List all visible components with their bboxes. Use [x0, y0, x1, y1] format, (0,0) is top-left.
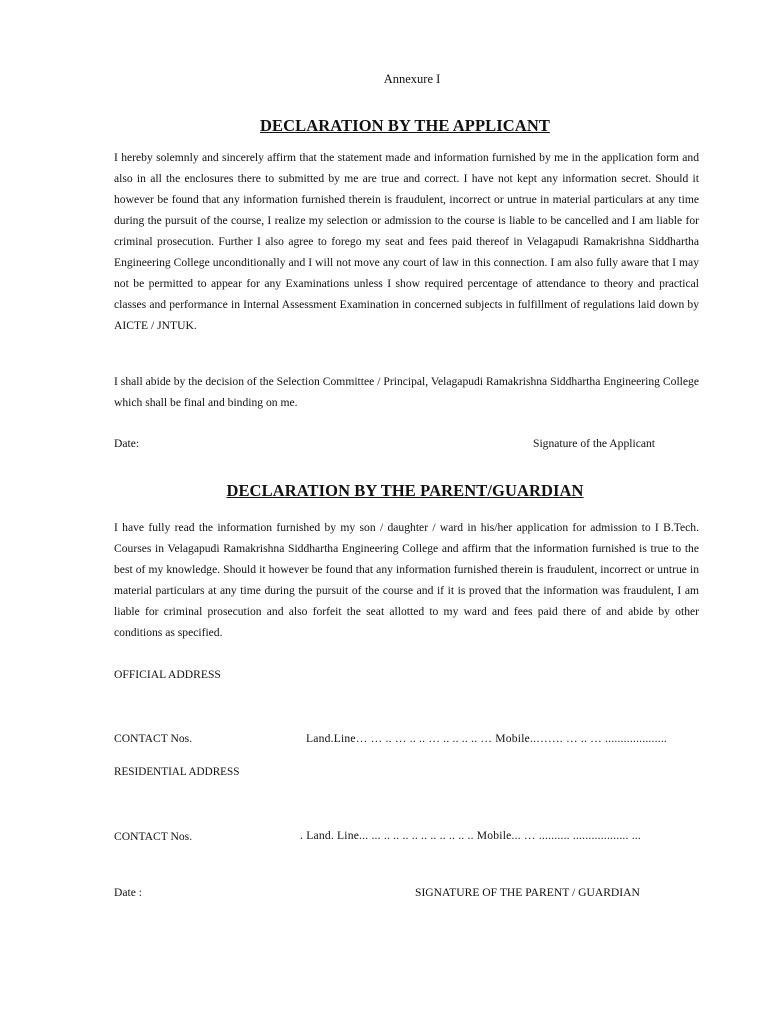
applicant-date-label: Date:: [114, 437, 140, 450]
official-address-label: OFFICIAL ADDRESS: [114, 668, 221, 681]
annexure-label: Annexure I: [383, 72, 441, 86]
parent-declaration-heading: DECLARATION BY THE PARENT/GUARDIAN: [226, 481, 584, 500]
applicant-declaration-paragraph: I hereby solemnly and sincerely affirm that the statement made and information furnished by me in the application form and also in all the enclosures there to submitted by me are true and correct. I have not kept any information secret. Should it however be found that any information furnished therein is fraudulent, incorrect or untrue in material particulars at any time during the pursuit of the course, I realize my selection or admission to the course is liable to be cancelled and I am liable for criminal prosecution. Further I also agree to forego my seat and fees paid thereof in Velagapudi Ramakrishna Siddhartha Engineering College unconditionally and I will not move any court of law in this connection. I am also fully aware that I may not be permitted to appear for any Examinations unless I show required percentage of attendance to theory and practical classes and performance in Internal Assessment Examination in concerned subjects in fulfillment of regulations laid down by AICTE / JNTUK.: [114, 151, 699, 332]
parent-date-label: Date :: [114, 886, 143, 899]
residential-contact-label: CONTACT Nos.: [114, 830, 193, 843]
official-contact-label: CONTACT Nos.: [114, 732, 193, 745]
residential-address-label: RESIDENTIAL ADDRESS: [114, 766, 240, 778]
applicant-declaration-heading: DECLARATION BY THE APPLICANT: [260, 116, 550, 135]
residential-contact-fill-line: . Land. Line... ... .. .. .. .. .. .. .. .. .. .. Mobile... … .......... .................. ...: [300, 829, 642, 842]
official-contact-fill-line: Land.Line… … .. … .. .. … .. .. .. .. … Mobile..……. … .. … ....................: [306, 732, 668, 745]
applicant-abide-paragraph: I shall abide by the decision of the Selection Committee / Principal, Velagapudi Ramakrishna Siddhartha Engineering College which shall be final and binding on me.: [114, 375, 699, 409]
applicant-signature-label: Signature of the Applicant: [533, 437, 656, 450]
parent-declaration-paragraph: I have fully read the information furnished by my son / daughter / ward in his/her application for admission to I B.Tech. Courses in Velagapudi Ramakrishna Siddhartha Engineering College and affirm that the information furnished is true to the best of my knowledge. Should it however be found that any information furnished therein is fraudulent, incorrect or untrue in material particulars at any time during the pursuit of the course and if it is proved that the information was fraudulent, I am liable for criminal prosecution and also forfeit the seat allotted to my ward and fees paid there of and abide by other conditions as specified.: [114, 521, 699, 639]
parent-signature-label: SIGNATURE OF THE PARENT / GUARDIAN: [415, 886, 640, 899]
